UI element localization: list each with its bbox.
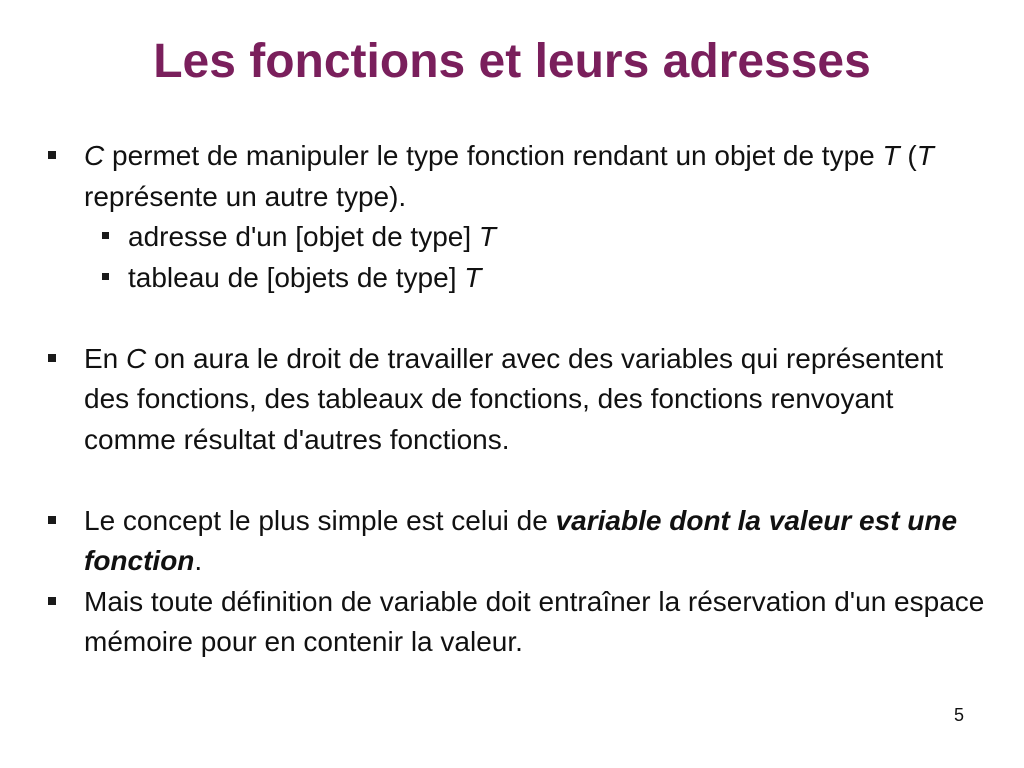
square-bullet-icon (48, 354, 56, 362)
language-name: C (126, 342, 147, 374)
bullet-item-c-function-type (40, 136, 990, 217)
square-bullet-icon (48, 151, 56, 159)
language-name: C (84, 140, 105, 171)
type-symbol: T (478, 221, 497, 252)
bullet-text: . (194, 545, 203, 576)
bullet-text: Mais toute définition de variable doit entraîner la réservation d'un espace mémoire pour en contenir la valeur. (84, 585, 985, 657)
page-number: 5 (953, 705, 964, 725)
spacer (40, 460, 990, 501)
slide-title: Les fonctions et leurs adresses (153, 35, 871, 88)
bullet-item-concept (40, 501, 990, 582)
bullet-text: permet de manipuler le type fonction rendant un objet de type (104, 140, 883, 171)
bullet-text: ( (899, 140, 917, 171)
bullet-text: on aura le droit de travailler avec des variables qui représentent des fonctions, des tableaux de fonctions, des fonctions renvoyant comme résultat d'autres fonctions. (84, 342, 944, 455)
square-bullet-icon (102, 232, 109, 239)
square-bullet-icon (48, 516, 56, 524)
sub-bullet-text: tableau de [objets de type] (128, 261, 465, 293)
bullet-item-function-variables (40, 339, 990, 461)
type-symbol: T (916, 140, 934, 171)
bullet-item-memory-reservation (40, 582, 990, 663)
square-bullet-icon (48, 597, 56, 605)
sub-bullet-text: adresse d'un [objet de type] (128, 221, 479, 252)
type-symbol: T (464, 261, 482, 293)
slide-content (40, 136, 990, 663)
sub-bullet-item-array (40, 258, 990, 299)
type-symbol: T (882, 140, 900, 171)
emphasized-text: variable dont la valeur est une fonction (84, 504, 958, 576)
spacer (40, 298, 990, 339)
bullet-text: En (84, 342, 127, 374)
bullet-text: Le concept le plus simple est celui de (84, 504, 556, 536)
sub-bullet-item-address (40, 217, 990, 258)
square-bullet-icon (102, 273, 109, 280)
bullet-text: représente un autre type). (84, 180, 407, 212)
